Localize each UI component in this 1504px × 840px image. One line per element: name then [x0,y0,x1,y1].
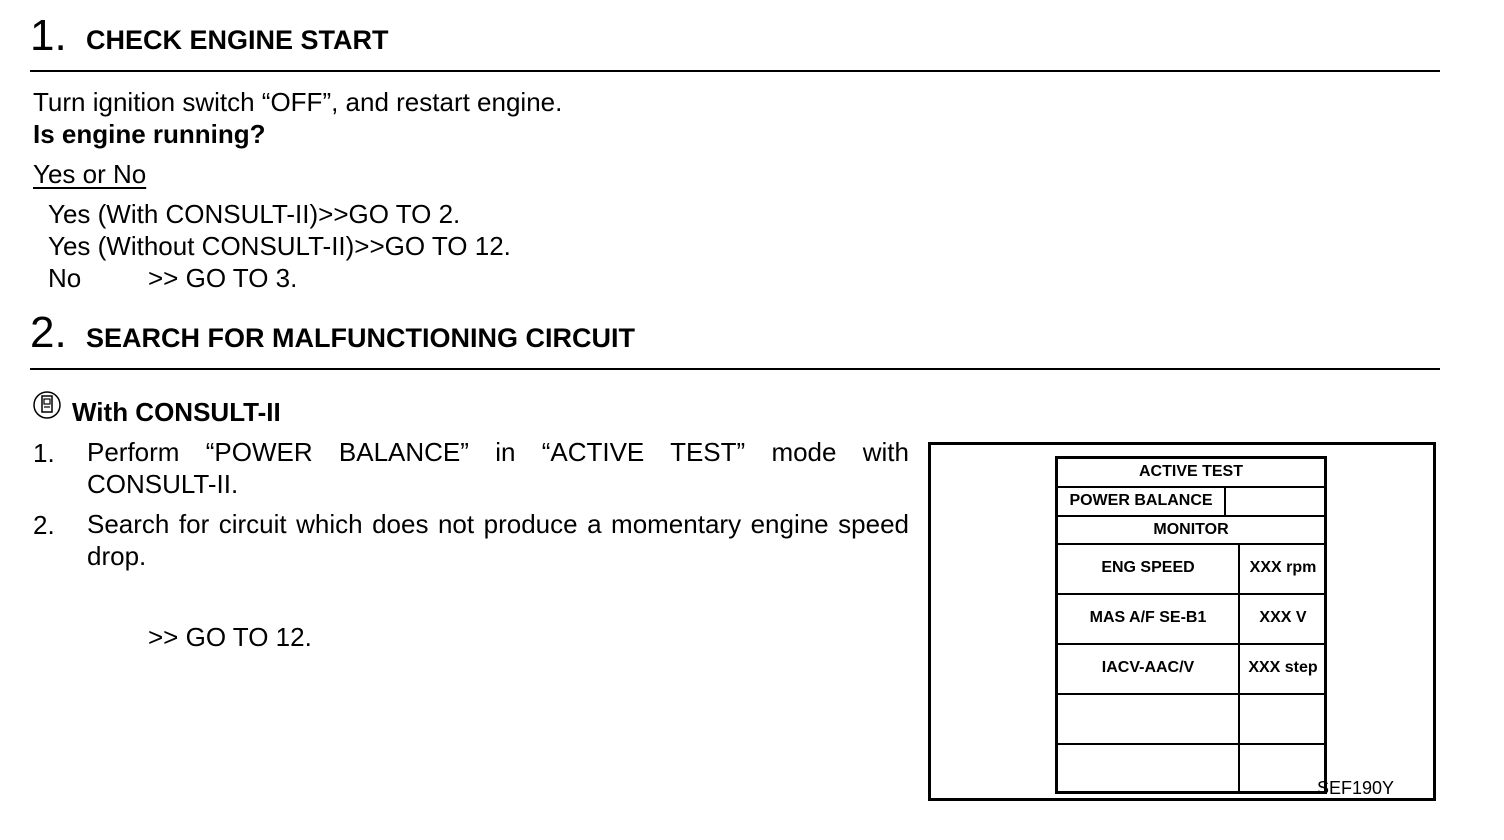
monitor-data-row [1058,595,1324,645]
step-1-question: Is engine running? [33,119,266,149]
list-item-2-number: 2. [33,510,55,540]
step-1-rule [30,70,1440,72]
active-test-screen [1055,456,1327,794]
step-1-number: 1. [30,11,67,60]
list-item-1-number: 1. [33,438,55,468]
step-1-instruction: Turn ignition switch “OFF”, and restart engine. [33,87,563,117]
screen-header-row [1058,459,1324,488]
step-2-goto: >> GO TO 12. [148,622,312,652]
step-2-rule [30,368,1440,370]
option-yes-without-consult: Yes (Without CONSULT-II)>>GO TO 12. [48,231,511,261]
monitor-data-row [1058,545,1324,595]
power-balance-row [1058,488,1324,517]
monitor-data-row [1058,695,1324,745]
monitor-label: MONITOR [1153,521,1229,538]
option-yes-with-consult: Yes (With CONSULT-II)>>GO TO 2. [48,199,461,229]
screen-header: ACTIVE TEST [1138,463,1243,480]
monitor-data-row [1058,745,1324,791]
monitor-divider [1238,695,1240,743]
monitor-item: IACV-AAC/V [1101,659,1195,676]
step-2-title: SEARCH FOR MALFUNCTIONING CIRCUIT [86,323,635,353]
monitor-value: XXX step [1248,659,1318,676]
monitor-item: MAS A/F SE-B1 [1089,609,1207,626]
monitor-data-row [1058,645,1324,695]
monitor-value: XXX rpm [1249,559,1317,576]
monitor-item: ENG SPEED [1101,559,1195,576]
list-item-1-text: Perform “POWER BALANCE” in “ACTIVE TEST” mode with CONSULT-II. [87,437,909,499]
option-no-label: No [48,263,82,293]
consult-ii-icon [32,390,62,420]
step-2-number: 2. [30,308,67,357]
monitor-value: XXX V [1259,609,1307,626]
monitor-row [1058,517,1324,545]
with-consult-heading: With CONSULT-II [72,397,281,427]
step-1-title: CHECK ENGINE START [86,25,389,55]
option-no-goto: >> GO TO 3. [148,263,298,293]
test-divider [1224,488,1226,515]
consult-screen-figure [928,442,1436,801]
test-name: POWER BALANCE [1069,492,1213,509]
monitor-divider [1238,745,1240,791]
list-item-2-text: Search for circuit which does not produce a momentary engine speed drop. [87,509,909,571]
figure-code: SEF190Y [1317,778,1395,798]
yes-or-no-label: Yes or No [33,159,147,189]
